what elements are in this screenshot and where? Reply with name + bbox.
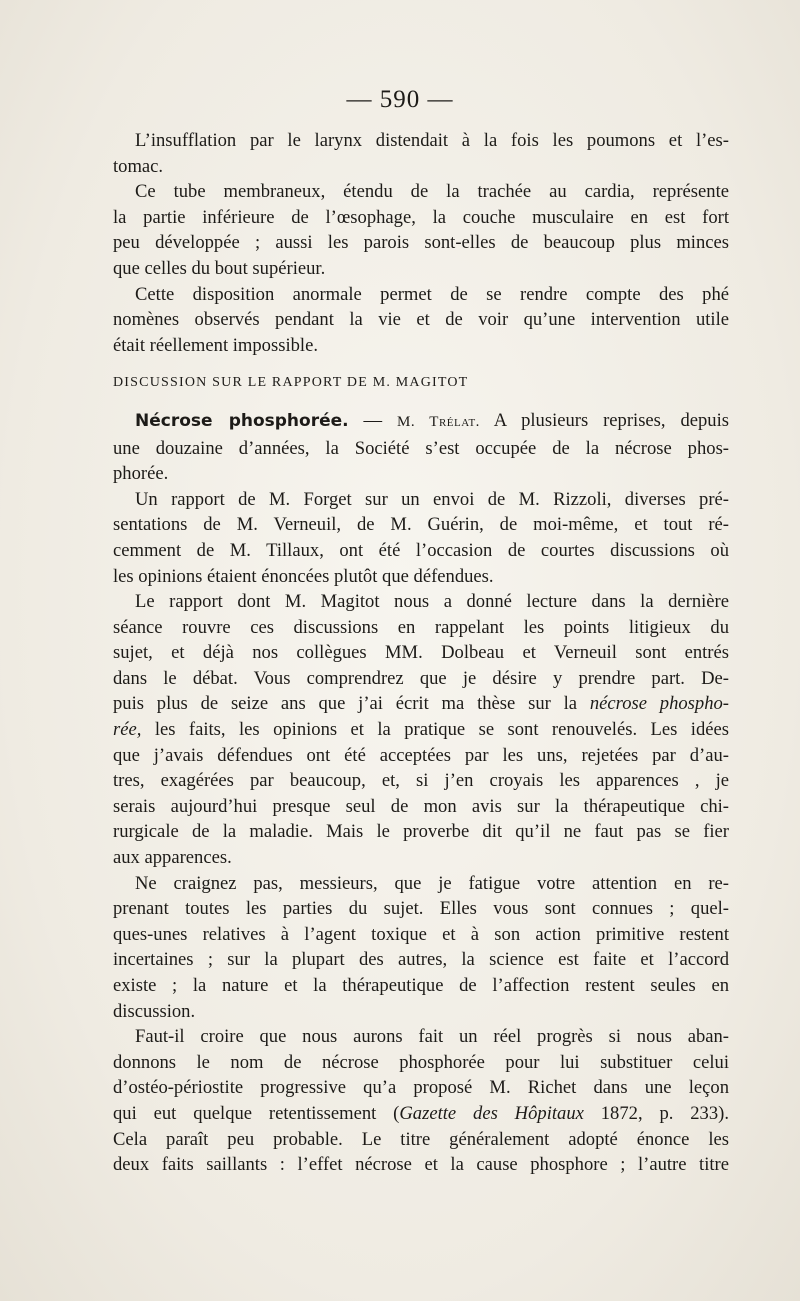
text-fragment: qui eut quelque retentissement ( <box>113 1102 400 1124</box>
text-line: existe ; la nature et la thérapeutique de l’affection restent seules en <box>113 975 729 996</box>
page-number: — 590 — <box>346 86 454 113</box>
text-fragment: 1872, p. 233). <box>583 1102 729 1124</box>
text-line: que celles du bout supérieur. <box>113 257 326 279</box>
text-line: une douzaine d’années, la Société s’est occupée de la nécrose phos- <box>113 437 729 459</box>
text-line: tomac. <box>113 155 164 177</box>
text-line: incertaines ; sur la plupart des autres, la science est faite et l’accord <box>113 949 729 971</box>
text-fragment: puis plus de seize ans que j’ai écrit ma thèse sur la <box>113 693 578 715</box>
text-line: L’insufflation par le larynx distendait à la fois les poumons et l’es- <box>135 130 729 151</box>
journal-title: Gazette des Hôpitaux <box>399 1102 584 1124</box>
text-line <box>113 1101 729 1127</box>
paragraph-4 <box>113 408 729 487</box>
text-line: Ne craignez pas, messieurs, que je fatigue votre attention en re- <box>135 872 729 894</box>
speaker-name: M. Trélat. <box>397 413 480 430</box>
paragraph-title: Nécrose phosphorée. <box>135 410 349 431</box>
paragraph-2 <box>113 179 729 281</box>
text-line: la partie inférieure de l’œsophage, la couche musculaire en est fort <box>113 206 729 228</box>
text-line: Ce tube membraneux, étendu de la trachée au cardia, représente <box>135 181 729 203</box>
text-line: phorée. <box>113 463 169 485</box>
text-line: nomènes observés pendant la vie et de voir qu’une intervention utile <box>113 309 729 331</box>
text-line: Le rapport dont M. Magitot nous a donné lecture dans la dernière <box>135 591 729 613</box>
text-line <box>113 408 729 436</box>
text-fragment: A plusieurs reprises, depuis <box>493 409 729 431</box>
text-line <box>113 691 729 717</box>
text-line: ques-unes relatives à l’agent toxique et à son action primitive restent <box>113 923 729 945</box>
paragraph-8 <box>113 1024 729 1178</box>
paragraph-7 <box>113 871 729 1025</box>
paragraph-6 <box>113 589 729 871</box>
paragraph-3 <box>113 282 729 359</box>
text-line: Un rapport de M. Forget sur un envoi de M. Rizzoli, diverses pré- <box>135 488 729 510</box>
text-line: Faut-il croire que nous aurons fait un réel progrès si nous aban- <box>135 1026 729 1048</box>
text-line: les opinions étaient énoncées plutôt que défendues. <box>113 565 494 587</box>
text-line: rurgicale de la maladie. Mais le proverbe dit qu’il ne faut pas se fier <box>113 821 729 843</box>
text-line: séance rouvre ces discussions en rappelant les points litigieux du <box>113 616 729 638</box>
section-heading: DISCUSSION SUR LE RAPPORT DE M. MAGITOT <box>113 375 469 391</box>
text-line <box>113 717 729 743</box>
text-line: donnons le nom de nécrose phosphorée pour lui substituer celui <box>113 1051 729 1073</box>
text-line: Cette disposition anormale permet de se rendre compte des phé <box>135 283 729 305</box>
text-line: deux faits saillants : l’effet nécrose et la cause phosphore ; l’autre titre <box>113 1154 729 1176</box>
text-line: tres, exagérées par beaucoup, et, si j’en croyais les apparences , je <box>113 770 729 792</box>
em-dash: — <box>363 409 383 431</box>
text-line: serais aujourd’hui presque seul de mon avis sur la thérapeutique chi- <box>113 795 729 817</box>
text-line: prenant toutes les parties du sujet. Elles vous sont connues ; quel- <box>113 898 729 920</box>
text-line: aux apparences. <box>113 847 232 869</box>
text-line: sujet, et déjà nos collègues MM. Dolbeau et Verneuil sont entrés <box>113 642 729 664</box>
text-line: d’ostéo-périostite progressive qu’a proposé M. Richet dans une leçon <box>113 1077 729 1099</box>
text-line: discussion. <box>113 1000 196 1022</box>
text-line: sentations de M. Verneuil, de M. Guérin, de moi-même, et tout ré- <box>113 514 729 536</box>
text-line: était réellement impossible. <box>113 334 318 356</box>
text-fragment: les faits, les opinions et la pratique se sont renouvelés. Les idées <box>154 719 730 741</box>
page-body <box>113 128 729 1178</box>
text-line: que j’avais défendues ont été acceptées par les uns, rejetées par d’au- <box>113 744 729 766</box>
italic-title: nécrose phospho- <box>589 693 729 715</box>
text-line: peu développée ; aussi les parois sont-elles de beaucoup plus minces <box>113 232 729 254</box>
text-line: dans le débat. Vous comprendrez que je désire y prendre part. De- <box>113 667 729 689</box>
text-line: cemment de M. Tillaux, ont été l’occasion de courtes discussions où <box>113 539 729 561</box>
paragraph-5 <box>113 487 729 589</box>
paragraph-1 <box>113 128 729 179</box>
italic-title: rée, <box>113 719 142 741</box>
text-line: Cela paraît peu probable. Le titre généralement adopté énonce les <box>113 1128 729 1150</box>
